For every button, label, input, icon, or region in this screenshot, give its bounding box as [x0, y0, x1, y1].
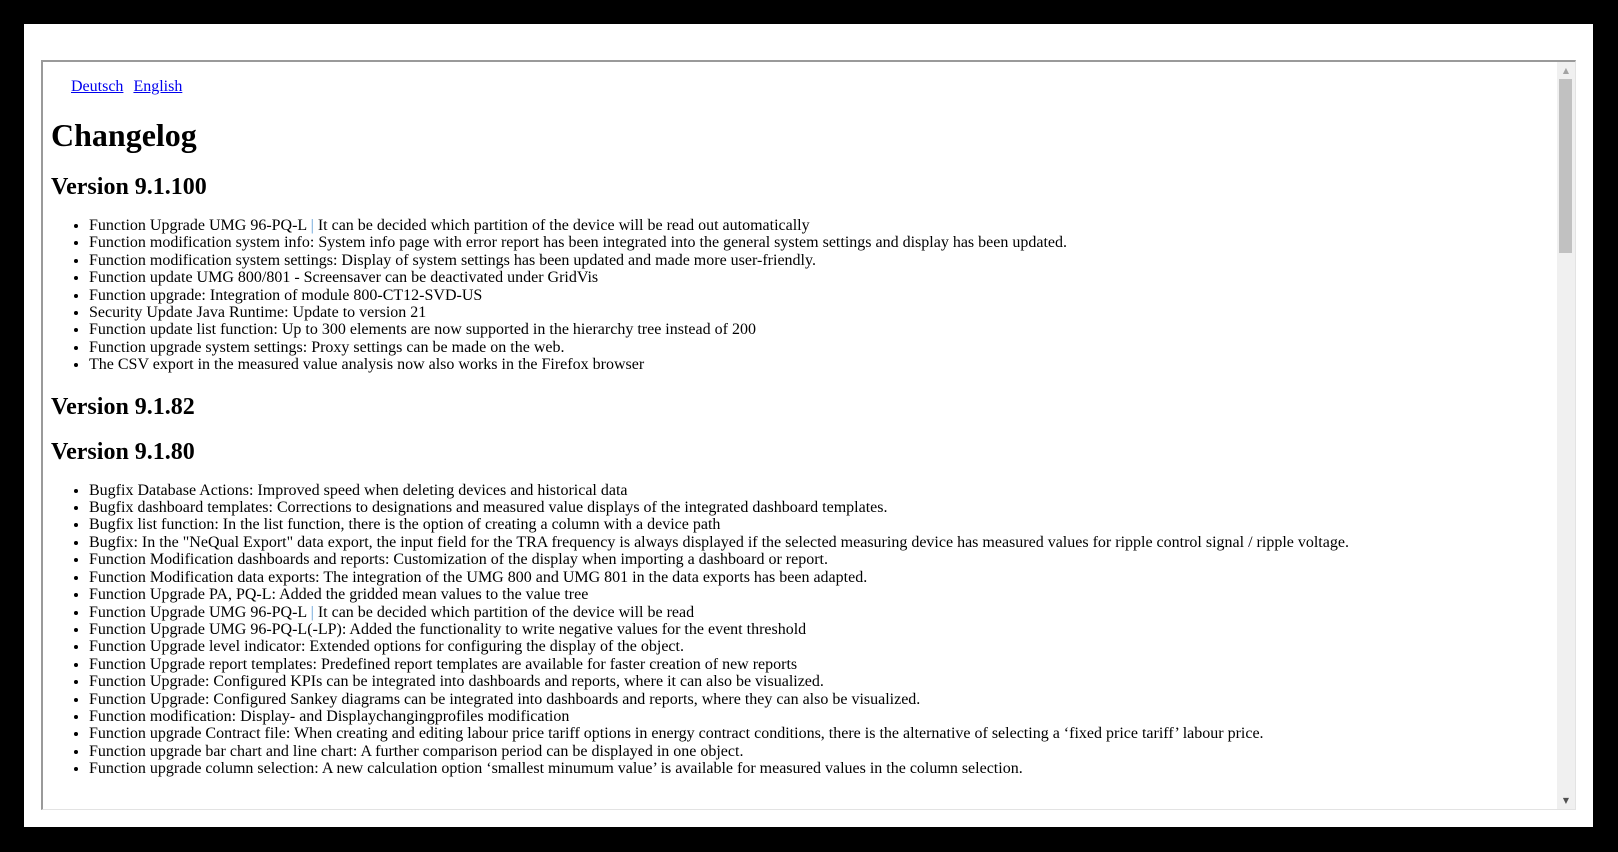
changelog-frame	[41, 60, 1576, 810]
list-item: • Function Modification dashboards and reports: Customization of the display when importing a dashboard or report.	[89, 551, 1549, 568]
list-item: • Function Upgrade UMG 96-PQ-L(-LP): Added the functionality to write negative values for the event threshold	[89, 621, 1549, 638]
list-item: • Function Upgrade level indicator: Extended options for configuring the display of the object.	[89, 638, 1549, 655]
list-item: • Function Upgrade report templates: Predefined report templates are available for faster creation of new reports	[89, 656, 1549, 673]
scroll-thumb[interactable]	[1559, 79, 1572, 253]
list-item: • Function upgrade: Integration of module 800-CT12-SVD-US	[89, 287, 1549, 304]
list-item: • Function upgrade system settings: Proxy settings can be made on the web.	[89, 339, 1549, 356]
scroll-down-arrow-icon[interactable]: ▼	[1562, 796, 1570, 805]
list-item: • Function upgrade column selection: A new calculation option ‘smallest minumum value’ is available for measured values in the column selection.	[89, 760, 1549, 777]
page-title: Changelog	[51, 117, 197, 153]
list-item: • Function Upgrade: Configured Sankey diagrams can be integrated into dashboards and reports, where they can also be visualized.	[89, 691, 1549, 708]
list-item: • Function Upgrade PA, PQ-L: Added the gridded mean values to the value tree	[89, 586, 1549, 603]
list-item: • Function modification system settings: Display of system settings has been updated and made more user-friendly.	[89, 252, 1549, 269]
list-item: • Bugfix Database Actions: Improved speed when deleting devices and historical data	[89, 482, 1549, 499]
item-text: Function Upgrade UMG 96-PQ-L	[89, 217, 311, 234]
list-item: • Bugfix list function: In the list function, there is the option of creating a column with a device path	[89, 516, 1549, 533]
language-link-english[interactable]: English	[133, 78, 183, 95]
list-item: • Function Upgrade: Configured KPIs can be integrated into dashboards and reports, where it can also be visualized.	[89, 673, 1549, 690]
list-item: • Function upgrade bar chart and line chart: A further comparison period can be displayed in one object.	[89, 743, 1549, 760]
language-link-deutsch[interactable]: Deutsch	[71, 78, 124, 95]
language-switcher	[51, 62, 1549, 96]
version-heading: Version 9.1.100	[51, 174, 207, 200]
change-list	[51, 482, 1549, 778]
version-heading: Version 9.1.80	[51, 438, 195, 465]
changelog-viewport	[43, 62, 1557, 809]
item-text: Function Upgrade UMG 96-PQ-L	[89, 603, 311, 621]
list-item: • Function upgrade Contract file: When creating and editing labour price tariff options in energy contract conditions, there is the alternative of selecting a ‘fixed price tariff’ labour price.	[89, 725, 1549, 742]
list-item: • Function update UMG 800/801 - Screensaver can be deactivated under GridVis	[89, 269, 1549, 286]
page-container	[24, 24, 1593, 827]
separator-pipe: |	[310, 603, 314, 621]
vertical-scrollbar[interactable]	[1557, 62, 1575, 809]
list-item: • Bugfix dashboard templates: Corrections to designations and measured value displays of the integrated dashboard templates.	[89, 499, 1549, 516]
list-item: • Function modification: Display- and Displaychangingprofiles modification	[89, 708, 1549, 725]
item-text: It can be decided which partition of the device will be read out automatically	[313, 217, 810, 234]
list-item: • The CSV export in the measured value analysis now also works in the Firefox browser	[89, 356, 1549, 373]
list-item: • Function Modification data exports: The integration of the UMG 800 and UMG 801 in the data exports has been adapted.	[89, 569, 1549, 586]
list-item: • Function update list function: Up to 300 elements are now supported in the hierarchy tree instead of 200	[89, 321, 1549, 338]
list-item: • Security Update Java Runtime: Update to version 21	[89, 304, 1549, 321]
change-list	[51, 217, 1549, 374]
item-text: It can be decided which partition of the device will be read	[313, 603, 695, 621]
list-item	[89, 217, 1549, 234]
list-item: • Bugfix: In the "NeQual Export" data export, the input field for the TRA frequency is always displayed if the selected measuring device has measured values for ripple control signal / ripple voltage.	[89, 534, 1549, 551]
version-heading: Version 9.1.82	[51, 393, 195, 420]
list-item	[89, 604, 1549, 621]
separator-pipe: |	[310, 217, 314, 234]
list-item: • Function modification system info: System info page with error report has been integrated into the general system settings and display has been updated.	[89, 234, 1549, 251]
changelog-content	[43, 62, 1557, 778]
scroll-up-arrow-icon[interactable]: ▲	[1562, 66, 1570, 75]
